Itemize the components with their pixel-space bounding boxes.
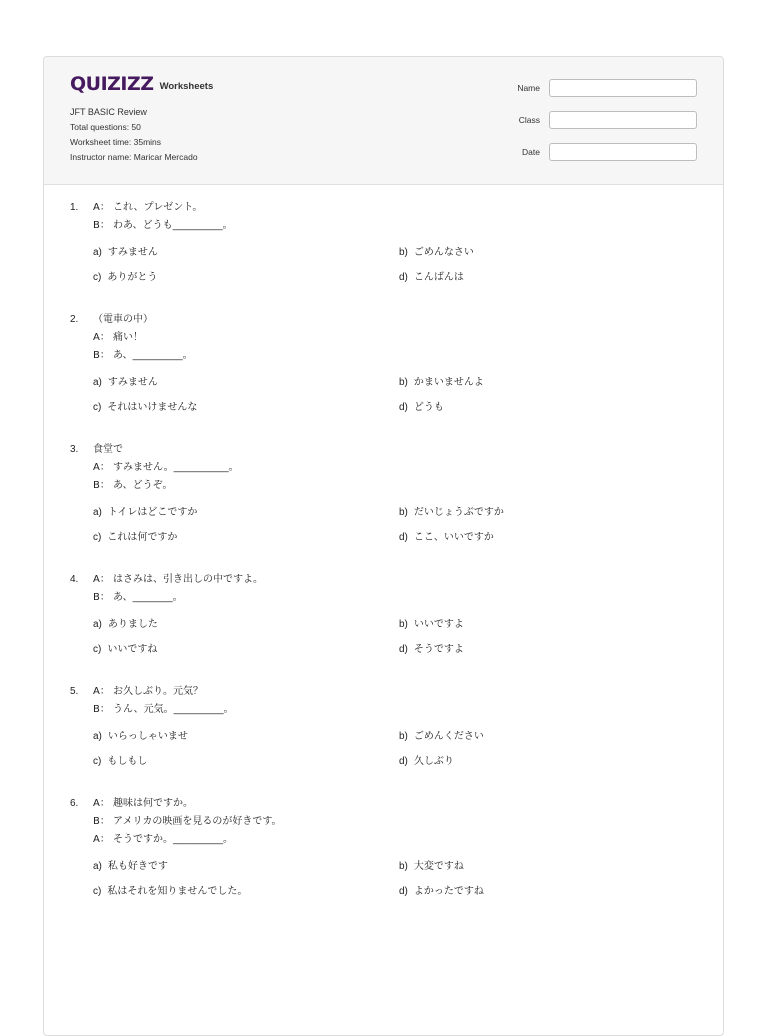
prompt-line: B： あ、どうぞ。 bbox=[93, 480, 173, 491]
option-text: ありました bbox=[107, 619, 158, 630]
option-text: そうですよ bbox=[413, 644, 464, 655]
question-1 bbox=[70, 199, 700, 287]
brand bbox=[70, 73, 213, 95]
prompt-line: A： 趣味は何ですか。 bbox=[93, 798, 194, 809]
option-letter: a) bbox=[93, 731, 102, 742]
worksheet-time: Worksheet time: 35mins bbox=[70, 137, 162, 147]
answer-option-b[interactable] bbox=[399, 244, 699, 262]
worksheet-title: JFT BASIC Review bbox=[70, 107, 147, 117]
prompt-line: B： アメリカの映画を見るのが好きです。 bbox=[93, 816, 282, 827]
prompt-line: B： うん、元気。__________。 bbox=[93, 704, 234, 715]
option-text: いいですよ bbox=[413, 619, 464, 630]
answer-option-c[interactable] bbox=[93, 883, 399, 901]
name-input[interactable] bbox=[549, 79, 697, 97]
prompt-line: A： 痛い！ bbox=[93, 332, 144, 343]
answer-options bbox=[93, 504, 700, 547]
worksheet-header bbox=[44, 57, 723, 185]
question-prompt bbox=[93, 683, 700, 719]
option-letter: b) bbox=[399, 619, 408, 630]
option-letter: a) bbox=[93, 377, 102, 388]
prompt-line: A： これ、プレゼント。 bbox=[93, 202, 203, 213]
option-text: ありがとう bbox=[107, 272, 158, 283]
class-input[interactable] bbox=[549, 111, 697, 129]
question-5 bbox=[70, 683, 700, 771]
option-text: ごめんなさい bbox=[413, 247, 474, 258]
answer-option-d[interactable] bbox=[399, 753, 699, 771]
option-letter: a) bbox=[93, 861, 102, 872]
worksheet-page bbox=[43, 56, 724, 1036]
answer-option-a[interactable] bbox=[93, 858, 399, 876]
option-letter: c) bbox=[93, 272, 102, 283]
question-prompt bbox=[93, 795, 700, 849]
answer-option-d[interactable] bbox=[399, 641, 699, 659]
question-3 bbox=[70, 441, 700, 547]
student-fields bbox=[517, 78, 697, 174]
option-text: いらっしゃいませ bbox=[107, 731, 188, 742]
answer-option-b[interactable] bbox=[399, 616, 699, 634]
question-prompt bbox=[93, 571, 700, 607]
option-letter: c) bbox=[93, 756, 102, 767]
answer-options bbox=[93, 858, 700, 901]
prompt-line: A： はさみは、引き出しの中ですよ。 bbox=[93, 574, 264, 585]
option-letter: a) bbox=[93, 619, 102, 630]
option-letter: b) bbox=[399, 377, 408, 388]
question-number: 3. bbox=[70, 444, 79, 455]
option-text: 久しぶり bbox=[413, 756, 454, 767]
worksheet-meta bbox=[70, 105, 198, 165]
answer-option-c[interactable] bbox=[93, 753, 399, 771]
option-letter: a) bbox=[93, 507, 102, 518]
prompt-line: （電車の中） bbox=[93, 314, 153, 325]
prompt-line: A： すみません。___________。 bbox=[93, 462, 239, 473]
option-letter: d) bbox=[399, 886, 408, 897]
option-letter: c) bbox=[93, 402, 102, 413]
question-number: 1. bbox=[70, 202, 79, 213]
option-text: ごめんください bbox=[413, 731, 484, 742]
question-list bbox=[70, 199, 700, 901]
option-text: これは何ですか bbox=[107, 532, 178, 543]
date-input[interactable] bbox=[549, 143, 697, 161]
option-letter: d) bbox=[399, 402, 408, 413]
option-text: 大変ですね bbox=[413, 861, 464, 872]
option-letter: d) bbox=[399, 756, 408, 767]
question-6 bbox=[70, 795, 700, 901]
prompt-line: A： そうですか。__________。 bbox=[93, 834, 234, 845]
question-4 bbox=[70, 571, 700, 659]
option-text: それはいけませんな bbox=[107, 402, 198, 413]
quizizz-logo: QUIZIZZ bbox=[70, 73, 154, 95]
name-field-row bbox=[517, 78, 697, 98]
option-letter: d) bbox=[399, 532, 408, 543]
question-number: 2. bbox=[70, 314, 79, 325]
name-label: Name bbox=[517, 83, 540, 93]
answer-option-d[interactable] bbox=[399, 883, 699, 901]
answer-option-a[interactable] bbox=[93, 728, 399, 746]
prompt-line: B： あ、__________。 bbox=[93, 350, 193, 361]
option-text: 私も好きです bbox=[107, 861, 168, 872]
question-prompt bbox=[93, 199, 700, 235]
option-text: ここ、いいですか bbox=[413, 532, 494, 543]
option-text: すみません bbox=[107, 247, 158, 258]
question-number: 6. bbox=[70, 798, 79, 809]
answer-option-a[interactable] bbox=[93, 504, 399, 522]
class-field-row bbox=[517, 110, 697, 130]
answer-option-d[interactable] bbox=[399, 269, 699, 287]
option-letter: c) bbox=[93, 886, 102, 897]
option-text: 私はそれを知りませんでした。 bbox=[107, 886, 248, 897]
option-text: トイレはどこですか bbox=[107, 507, 198, 518]
answer-option-d[interactable] bbox=[399, 529, 699, 547]
option-letter: b) bbox=[399, 731, 408, 742]
prompt-line: 食堂で bbox=[93, 444, 123, 455]
question-number: 4. bbox=[70, 574, 79, 585]
option-letter: a) bbox=[93, 247, 102, 258]
option-letter: b) bbox=[399, 861, 408, 872]
answer-options bbox=[93, 374, 700, 417]
prompt-line: A： お久しぶり。元気？ bbox=[93, 686, 204, 697]
answer-options bbox=[93, 728, 700, 771]
date-label: Date bbox=[522, 147, 540, 157]
answer-option-b[interactable] bbox=[399, 728, 699, 746]
answer-option-b[interactable] bbox=[399, 374, 699, 392]
question-prompt bbox=[93, 311, 700, 365]
answer-options bbox=[93, 616, 700, 659]
option-letter: d) bbox=[399, 272, 408, 283]
option-text: こんばんは bbox=[413, 272, 464, 283]
question-prompt bbox=[93, 441, 700, 495]
answer-option-b[interactable] bbox=[399, 504, 699, 522]
option-text: もしもし bbox=[107, 756, 148, 767]
answer-option-c[interactable] bbox=[93, 269, 399, 287]
option-text: だいじょうぶですか bbox=[413, 507, 504, 518]
option-letter: c) bbox=[93, 644, 102, 655]
answer-option-c[interactable] bbox=[93, 529, 399, 547]
question-number: 5. bbox=[70, 686, 79, 697]
option-text: よかったですね bbox=[413, 886, 484, 897]
option-text: かまいませんよ bbox=[413, 377, 484, 388]
answer-option-c[interactable] bbox=[93, 641, 399, 659]
option-letter: b) bbox=[399, 507, 408, 518]
class-label: Class bbox=[518, 115, 540, 125]
answer-option-d[interactable] bbox=[399, 399, 699, 417]
question-2 bbox=[70, 311, 700, 417]
answer-option-a[interactable] bbox=[93, 374, 399, 392]
prompt-line: B： あ、________。 bbox=[93, 592, 183, 603]
instructor-name: Instructor name: Maricar Mercado bbox=[70, 152, 198, 162]
prompt-line: B： わあ、どうも__________。 bbox=[93, 220, 233, 231]
date-field-row bbox=[517, 142, 697, 162]
option-text: どうも bbox=[413, 402, 444, 413]
option-letter: d) bbox=[399, 644, 408, 655]
option-letter: c) bbox=[93, 532, 102, 543]
answer-options bbox=[93, 244, 700, 287]
answer-option-a[interactable] bbox=[93, 244, 399, 262]
option-letter: b) bbox=[399, 247, 408, 258]
option-text: いいですね bbox=[107, 644, 158, 655]
answer-option-b[interactable] bbox=[399, 858, 699, 876]
total-questions: Total questions: 50 bbox=[70, 122, 141, 132]
product-name: Worksheets bbox=[159, 81, 214, 92]
option-text: すみません bbox=[107, 377, 158, 388]
answer-option-a[interactable] bbox=[93, 616, 399, 634]
answer-option-c[interactable] bbox=[93, 399, 399, 417]
